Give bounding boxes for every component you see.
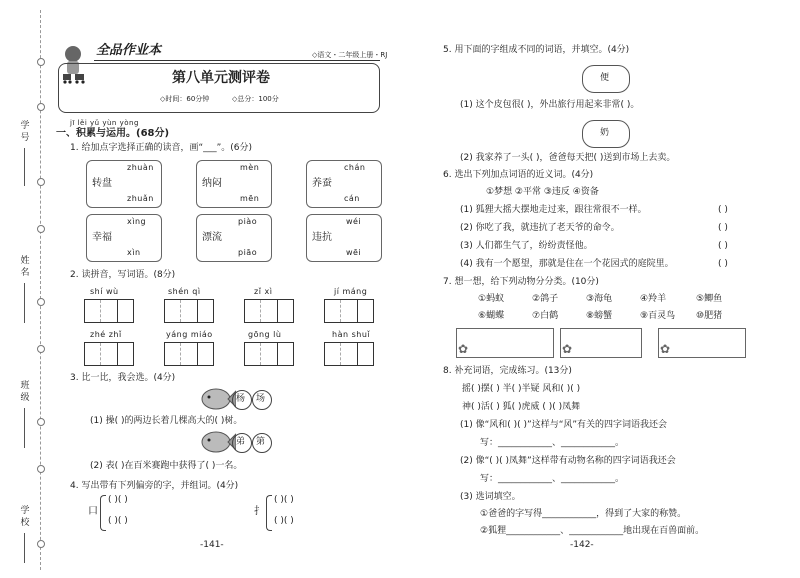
card-bottom-pinyin: zhuǎn [127,194,154,203]
card-bottom-pinyin: xìn [127,248,141,257]
animal-option: ③海龟 [586,294,613,304]
card-bottom-pinyin: piāo [238,248,258,257]
card-word: 违抗 [312,232,332,243]
animal-option: ⑥蝴蝶 [478,311,505,321]
card-word: 纳闷 [202,178,222,189]
q8-sub: ②狐狸____________、____________地出现在百兽面前。 [480,526,705,536]
animal-option: ⑧螃蟹 [586,311,613,321]
card-word: 转盘 [92,178,112,189]
card-word: 漂流 [202,232,222,243]
q3-line1: (1) 操( )的两边长着几棵高大的( )树。 [90,416,243,426]
q1-title: 1. 给加点字选择正确的读音，画“___”。(6分) [70,143,253,153]
page-number-right: -142- [570,540,594,550]
exam-title: 第八单元测评卷 [172,70,270,86]
cloud-char: 便 [600,73,610,83]
time-info: ◇时间：60分钟 [160,95,210,103]
animal-option: ⑤鲫鱼 [696,294,723,304]
answer-paren[interactable]: ( ) [718,205,728,215]
card-bottom-pinyin: cán [344,194,360,203]
q4-blank[interactable]: ( )( ) [274,495,294,505]
q8-sub: (2) 像“( )( )凤舞”这样带有动物名称的四字词语我还会 [460,456,676,466]
card-bottom-pinyin: mēn [240,194,260,203]
grass-icon: ✿ [562,342,573,356]
q8-sub: (3) 选词填空。 [460,492,521,502]
pinyin-prompt: shí wù [90,287,119,296]
q4-blank[interactable]: ( )( ) [108,495,128,505]
animal-option: ①蚂蚁 [478,294,505,304]
card-top-pinyin: mèn [240,163,260,172]
answer-paren[interactable]: ( ) [718,223,728,233]
q2-title: 2. 读拼音，写词语。(8分) [70,270,176,280]
binding-hole [37,418,45,426]
pinyin-prompt: hàn shuǐ [332,330,371,339]
q8-row: 神( )活( ) 狐( )虎威 ( )( )凤舞 [462,402,581,412]
binding-hole [37,178,45,186]
option-char: 杨 [236,394,246,404]
pinyin-prompt: shén qì [168,287,201,296]
q7-title: 7. 想一想，给下列动物分分类。(10分) [443,277,599,287]
writing-grid[interactable] [84,299,134,323]
q4-blank[interactable]: ( )( ) [274,516,294,526]
q8-sub: (1) 像“风和( )( )”这样与“风”有关的四字词语我还会 [460,420,668,430]
radical: 扌 [254,506,264,517]
q4-title: 4. 写出带有下列偏旁的字，并组词。(4分) [70,481,239,491]
card-top-pinyin: zhuàn [127,163,154,172]
writing-grid[interactable] [324,299,374,323]
animal-option: ⑩肥猪 [696,311,723,321]
section-pinyin: jī lěi yǔ yùn yòng [70,119,139,127]
animal-option: ②鸽子 [532,294,559,304]
brace [100,495,106,531]
card-top-pinyin: chán [344,163,366,172]
option-char: 场 [256,394,266,404]
binding-hole [37,103,45,111]
cloud-char: 奶 [600,128,610,138]
card-top-pinyin: xìng [127,217,147,226]
pinyin-prompt: zhé zhǐ [90,330,122,339]
q8-sub: 写：____________、____________。 [480,474,625,484]
q6-item: (3) 人们都生气了，纷纷责怪他。 [460,241,593,251]
answer-paren[interactable]: ( ) [718,241,728,251]
card-bottom-pinyin: wēi [346,248,362,257]
card-word: 幸福 [92,232,112,243]
school-label: 学校 [20,506,30,528]
binding-hole [37,465,45,473]
binding-hole [37,58,45,66]
score-info: ◇总分：100分 [232,95,279,103]
binding-line [40,10,41,570]
q5-line1: (1) 这个皮包很( )，外出旅行用起来非常( )。 [460,100,640,110]
brace [266,495,272,531]
q3-line2: (2) 表( )在百米赛跑中获得了( )一名。 [90,461,243,471]
q5-line2: (2) 我家养了一头( )，爸爸每天把( )送到市场上去卖。 [460,153,676,163]
category-box[interactable] [456,328,554,358]
name-label: 姓名 [20,256,30,278]
header-rule [94,60,380,61]
fish-icon [200,430,236,454]
q6-title: 6. 选出下列加点词语的近义词。(4分) [443,170,594,180]
writing-grid[interactable] [164,299,214,323]
q8-sub: 写：____________、____________。 [480,438,625,448]
option-char: 弟 [236,437,246,447]
category-box[interactable] [658,328,746,358]
page-number-left: -141- [200,540,224,550]
pinyin-prompt: yáng miáo [166,330,213,339]
q3-title: 3. 比一比，我会选。(4分) [70,373,176,383]
q6-item: (1) 狐狸大摇大摆地走过来，跟往常很不一样。 [460,205,647,215]
class-line [24,408,25,448]
writing-grid[interactable] [324,342,374,366]
binding-hole [37,225,45,233]
q8-sub: ①爸爸的字写得____________，得到了大家的称赞。 [480,509,687,519]
writing-grid[interactable] [244,342,294,366]
animal-option: ⑦白鹤 [532,311,559,321]
option-char: 第 [256,437,266,447]
binding-hole [37,540,45,548]
writing-grid[interactable] [164,342,214,366]
card-word: 养蚕 [312,178,332,189]
card-top-pinyin: wéi [346,217,362,226]
q8-title: 8. 补充词语，完成练习。(13分) [443,366,572,376]
grass-icon: ✿ [458,342,469,356]
card-top-pinyin: piào [238,217,258,226]
q6-item: (2) 你吃了我，就违抗了老天爷的命令。 [460,223,620,233]
school-line [24,533,25,563]
name-line [24,283,25,323]
radical: 口 [88,506,98,517]
fish-icon [200,387,236,411]
class-label: 班级 [20,381,30,403]
answer-paren[interactable]: ( ) [718,259,728,269]
pinyin-prompt: zǐ xì [254,287,273,296]
section-title: 一、积累与运用。(68分) [56,128,170,139]
q8-row: 摇( )摆( ) 半( )半疑 风和( )( ) [462,384,581,394]
pinyin-prompt: gōng lù [248,330,282,339]
pinyin-prompt: jí máng [334,287,368,296]
brand-name: 全品作业本 [96,43,162,58]
subject-label: ◇语文・二年级上册・RJ [312,51,388,59]
writing-grid[interactable] [84,342,134,366]
writing-grid[interactable] [244,299,294,323]
category-box[interactable] [560,328,642,358]
q4-blank[interactable]: ( )( ) [108,516,128,526]
q6-options: ①梦想 ②平常 ③违反 ④资备 [486,187,599,197]
student-number-line [24,148,25,186]
animal-option: ⑨百灵鸟 [640,311,676,321]
q5-title: 5. 用下面的字组成不同的词语，并填空。(4分) [443,45,630,55]
grass-icon: ✿ [660,342,671,356]
q6-item: (4) 我有一个愿望，那就是住在一个花园式的庭院里。 [460,259,674,269]
student-number-label: 学号 [20,121,30,143]
binding-hole [37,345,45,353]
animal-option: ④羚羊 [640,294,667,304]
binding-hole [37,298,45,306]
